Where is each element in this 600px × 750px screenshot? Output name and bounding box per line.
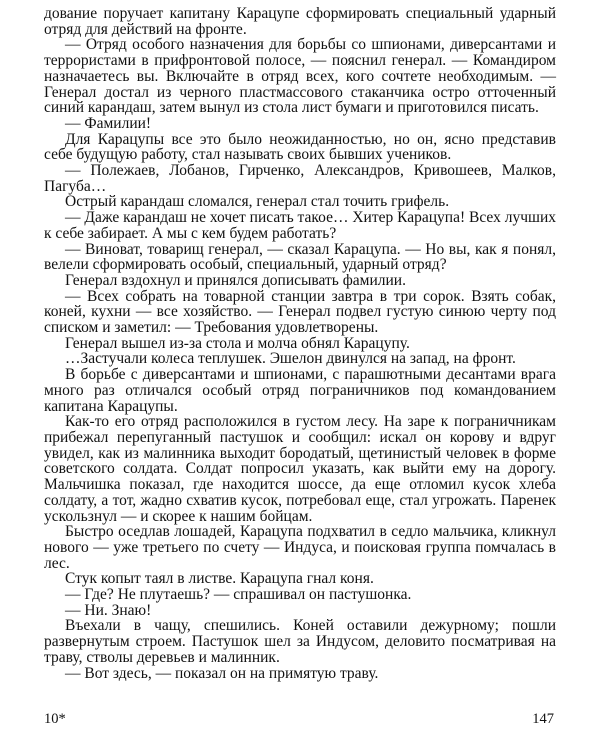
paragraph-general-speech: — Отряд особого назначения для борьбы со шпионами, диверсантами и террористами в прифронтовой полосе, — пояснил генерал. — Командиром назначаетесь вы. Включайте в отряд всех, кого сочтете необходимым. — Генерал достал из черного пластмассового стаканчика остро отточенный синий карандаш, затем вынул из стола лист бумаги и приготовился писать.	[44, 36, 556, 117]
printer-signature-mark: 10*	[44, 711, 66, 727]
book-page	[44, 6, 556, 681]
paragraph-surnames-request: — Фамилии!	[65, 114, 152, 132]
paragraph-special-unit: В борьбе с диверсантами и шпионами, с парашютными десантами врага много раз отличался особый отряд пограничников под командованием капитана Карацупы.	[44, 366, 556, 415]
paragraph-hoofbeats: Стук копыт таял в листве. Карацупа гнал коня.	[65, 570, 374, 588]
page-number: 147	[532, 711, 554, 727]
paragraph-continuation: дование поручает капитану Карацупе сформировать специальный ударный отряд для действий на фронте.	[44, 5, 556, 38]
paragraph-i-know: — Ни. Знаю!	[65, 601, 152, 619]
paragraph-general-embrace: Генерал вышел из-за стола и молча обнял Карацупу.	[65, 334, 410, 352]
paragraph-surname-list: — Полежаев, Лобанов, Гирченко, Александров, Кривошеев, Малков, Пагуба…	[44, 162, 556, 195]
paragraph-train-departs: …Застучали колеса теплушек. Эшелон двинулся на запад, на фронт.	[65, 350, 516, 368]
paragraph-shepherd-story: Как-то его отряд расположился в густом лесу. На заре к пограничникам прибежал перепуганный пастушок и сообщил: искал он корову и вдруг увидел, как из малинника выходит бородатый, щетинистый человек в форме советского солдата. Солдат попросил указать, как выйти ему на дорогу. Мальчишка показал, где находится шоссе, да еще отломил кусок хлеба солдату, а тот, жадно схватив кусок, потребовал еще, стал угрожать. Паренек ускользнул — и скорее к нашим бойцам.	[44, 413, 556, 525]
paragraph-pencil-broke: Острый карандаш сломался, генерал стал точить грифель.	[65, 193, 450, 211]
paragraph-thicket: Въехали в чащу, спешились. Коней оставили дежурному; пошли развернутым строем. Пастушок шел за Индусом, деловито посматривая на траву, стволы деревьев и малинник.	[44, 617, 556, 666]
paragraph-search-group: Быстро оседлав лошадей, Карацупа подхватил в седло мальчика, кликнул нового — уже третьего по счету — Индуса, и поисковая группа помчалась в лес.	[44, 523, 556, 572]
paragraph-right-here: — Вот здесь, — показал он на примятую траву.	[65, 664, 379, 682]
paragraph-gather-order: — Всех собрать на товарной станции завтра в три сорок. Взять собак, коней, кухни — все хозяйство. — Генерал подвел густую синюю черту под списком и заметил: — Требования удовлетворены.	[44, 287, 556, 337]
paragraph-pencil-remark: — Даже карандаш не хочет писать такое… Хитер Карацупа! Всех лучших к себе забирает. А мы с кем будем работать?	[44, 209, 556, 242]
paragraph-karatsupa-names: Для Карацупы все это было неожиданностью, но он, ясно представив себе будущую работу, стал называть своих бывших учеников.	[44, 130, 556, 164]
page-footer	[44, 711, 556, 731]
paragraph-general-sighed: Генерал вздохнул и принялся дописывать фамилии.	[65, 271, 406, 289]
paragraph-where-question: — Где? Не плутаешь? — спрашивал он пастушонка.	[65, 586, 412, 604]
paragraph-karatsupa-reply: — Виноват, товарищ генерал, — сказал Карацупа. — Но вы, как я понял, велели сформировать особый, специальный, ударный отряд?	[44, 240, 556, 274]
